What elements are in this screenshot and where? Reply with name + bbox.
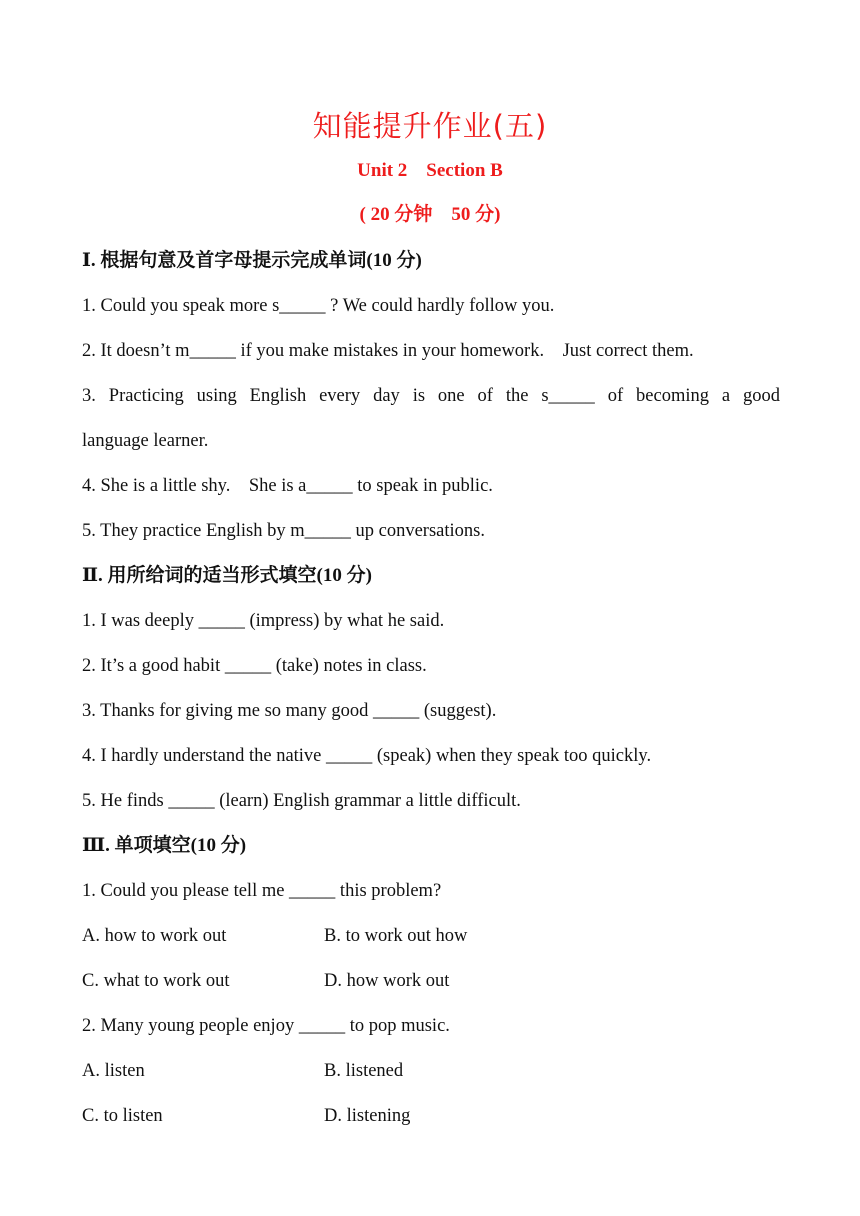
section-1-item-3: 3. Practicing using English every day is one of the s_____ of becoming a good [82, 386, 780, 406]
section-2-item-1: 1. I was deeply _____ (impress) by what he said. [82, 611, 445, 631]
question-1-stem: 1. Could you please tell me _____ this problem? [82, 881, 442, 901]
section-2-heading: Ⅱ. 用所给词的适当形式填空(10 分) [82, 565, 372, 586]
question-1-option-c: C. what to work out [82, 971, 230, 991]
section-1-item-5: 5. They practice English by m_____ up conversations. [82, 521, 485, 541]
time-score-info: ( 20 分钟 50 分) [359, 204, 501, 225]
section-3-heading: Ⅲ. 单项填空(10 分) [82, 835, 247, 856]
question-2-option-c: C. to listen [82, 1106, 163, 1126]
question-2-option-a: A. listen [82, 1061, 145, 1081]
question-2-option-d: D. listening [324, 1106, 411, 1126]
section-1-item-1: 1. Could you speak more s_____ ? We could hardly follow you. [82, 296, 555, 316]
section-2-item-3: 3. Thanks for giving me so many good _____ (suggest). [82, 701, 497, 721]
section-1-item-2: 2. It doesn’t m_____ if you make mistakes in your homework. Just correct them. [82, 341, 694, 361]
section-2-item-2: 2. It’s a good habit _____ (take) notes in class. [82, 656, 427, 676]
worksheet-title: 知能提升作业(五) [312, 109, 548, 143]
question-1-option-a: A. how to work out [82, 926, 227, 946]
section-1-item-3-continued: language learner. [82, 431, 209, 451]
section-1-item-4: 4. She is a little shy. She is a_____ to speak in public. [82, 476, 493, 496]
question-2-option-b: B. listened [324, 1061, 404, 1081]
section-2-item-4: 4. I hardly understand the native _____ (speak) when they speak too quickly. [82, 746, 652, 766]
section-2-item-5: 5. He finds _____ (learn) English grammar a little difficult. [82, 791, 521, 811]
question-2-stem: 2. Many young people enjoy _____ to pop music. [82, 1016, 450, 1036]
unit-section-subtitle: Unit 2 Section B [357, 160, 503, 181]
question-1-option-b: B. to work out how [324, 926, 468, 946]
section-1-heading: Ⅰ. 根据句意及首字母提示完成单词(10 分) [82, 250, 422, 271]
question-1-option-d: D. how work out [324, 971, 450, 991]
